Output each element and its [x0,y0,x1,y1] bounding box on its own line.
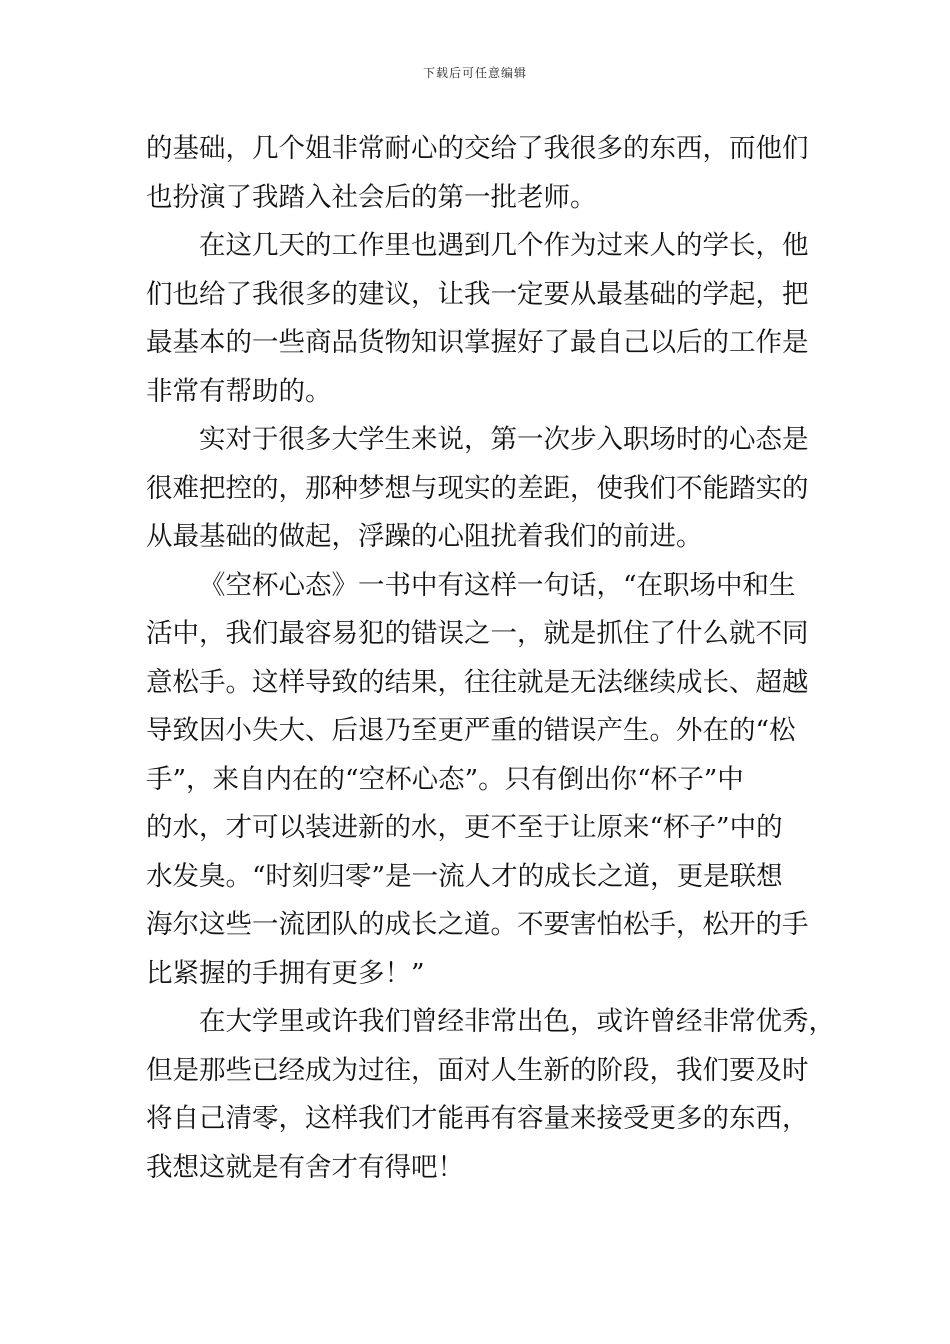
text-line: 比紧握的手拥有更多！” [146,957,425,989]
paragraph-5 [146,998,836,1192]
text-line: 最基本的一些商品货物知识掌握好了最自己以后的工作是 [146,327,809,358]
text-line: 但是那些已经成为过往，面对人生新的阶段，我们要及时 [146,1054,809,1086]
paragraph-3 [146,416,836,562]
text-line: 也扮演了我踏入社会后的第一批老师。 [146,181,597,213]
text-line: 手”，来自内在的“空杯心态”。只有倒出你“杯子”中 [146,763,744,795]
text-line: 很难把控的，那种梦想与现实的差距，使我们不能踏实的 [146,472,809,504]
text-line: 我想这就是有舍才有得吧！ [146,1151,464,1183]
text-line: 意松手。这样导致的结果，往往就是无法继续成长、超越 [146,666,809,698]
text-line: 将自己清零，这样我们才能再有容量来接受更多的东西， [146,1103,809,1134]
text-line: 水发臭。“时刻归零”是一流人才的成长之道，更是联想 [146,860,783,892]
paragraph-2 [146,222,836,416]
text-line: 们也给了我很多的建议，让我一定要从最基础的学起，把 [146,278,809,310]
text-line: 在这几天的工作里也遇到几个作为过来人的学长，他 [199,230,809,261]
text-line: 海尔这些一流团队的成长之道。不要害怕松手，松开的手 [146,909,809,940]
text-line: 的水，才可以装进新的水，更不至于让原来“杯子”中的 [146,812,783,843]
text-line: 非常有帮助的。 [146,375,332,407]
page-header: 下载后可任意编辑 [422,66,527,80]
paragraph-1 [146,125,836,222]
text-line: 从最基础的做起，浮躁的心阻扰着我们的前进。 [146,521,703,552]
text-line: 在大学里或许我们曾经非常出色，或许曾经非常优秀， [199,1006,835,1037]
text-line: 《空杯心态》一书中有这样一句话，“在职场中和生 [199,569,796,601]
text-line: 导致因小失大、后退乃至更严重的错误产生。外在的“松 [146,715,796,746]
text-line: 活中，我们最容易犯的错误之一，就是抓住了什么就不同 [146,618,809,649]
text-line: 的基础，几个姐非常耐心的交给了我很多的东西，而他们 [146,133,809,164]
paragraph-4 [146,562,836,999]
body-text [146,125,836,1192]
text-line: 实对于很多大学生来说，第一次步入职场时的心态是 [199,424,809,455]
